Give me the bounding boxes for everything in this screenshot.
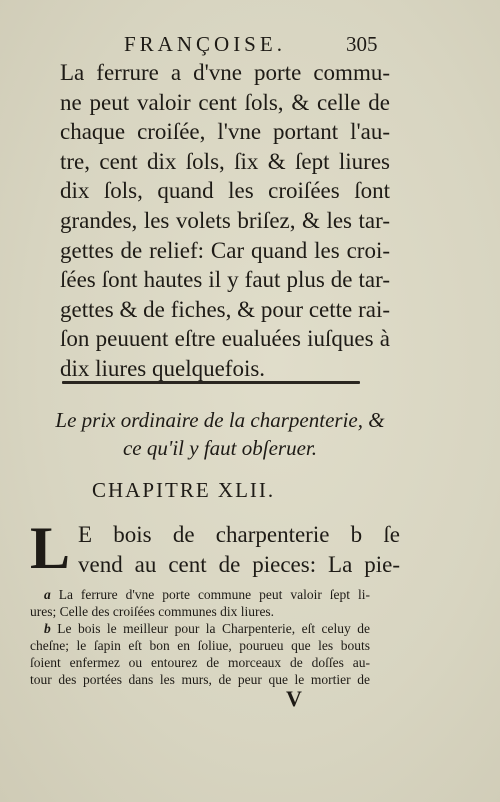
body-line: ſon peuuent eſtre eualuées iuſques à (60, 326, 390, 352)
body-line: ne peut valoir cent ſols, & celle de (60, 89, 390, 115)
body-line: grandes, les volets briſez, & les tar- (60, 207, 390, 233)
footnote-marker: b (44, 621, 51, 636)
signature-mark: V (286, 686, 302, 711)
footnotes (30, 586, 370, 688)
body-paragraph (60, 58, 390, 384)
body-line: ſées ſont hautes il y faut plus de tar- (60, 267, 390, 293)
running-head: FRANÇOISE. (124, 32, 286, 56)
horizontal-rule (62, 381, 360, 384)
page-number: 305 (346, 32, 378, 56)
body-line: gettes & de fiches, & pour cette rai- (60, 296, 390, 322)
footnote-text: La ferrure d'vne porte commune peut valoir ſept li- (58, 587, 371, 602)
footnote-line: ures; Celle des croiſées communes dix liures. (30, 604, 275, 619)
section-title-line: Le prix ordinaire de la charpenterie, & (55, 408, 385, 432)
footnote-line (30, 620, 370, 637)
body-line: gettes de relief: Car quand les croi- (60, 237, 390, 263)
footnote-line: ſoient enfermez ou entourez de morceaux de doſſes au- (30, 655, 370, 670)
body-line: tre, cent dix ſols, ſix & ſept liures (60, 148, 390, 174)
footnote-a (30, 586, 370, 620)
footnote-line (30, 586, 370, 603)
section-title (40, 406, 400, 462)
footnote-line: tour des portées dans les murs, de peur que le mortier de (30, 672, 370, 687)
body-line: dix ſols, quand les croiſées ſont (60, 178, 390, 204)
drop-cap: L (30, 515, 71, 581)
footnote-line: cheſne; le ſapin eſt bon en ſoliue, pourueu que les bouts (30, 638, 370, 653)
body-line: La ferrure a d'vne porte commu- (60, 60, 390, 85)
footnote-b (30, 620, 370, 688)
chapter-line: E bois de charpenterie b ſe (78, 522, 400, 547)
body-line: dix liures quelquefois. (60, 355, 266, 381)
section-title-line: ce qu'il y faut obſeruer. (122, 436, 318, 460)
chapter-opening (30, 515, 400, 590)
chapter-heading: CHAPITRE XLII. (92, 478, 276, 502)
footnote-marker: a (44, 587, 51, 602)
chapter-text (78, 520, 400, 580)
chapter-line: vend au cent de pieces: La pie- (78, 552, 400, 577)
body-line: chaque croiſée, l'vne portant l'au- (60, 119, 390, 145)
footnote-text: Le bois le meilleur pour la Charpenterie, eſt celuy de (57, 621, 370, 636)
